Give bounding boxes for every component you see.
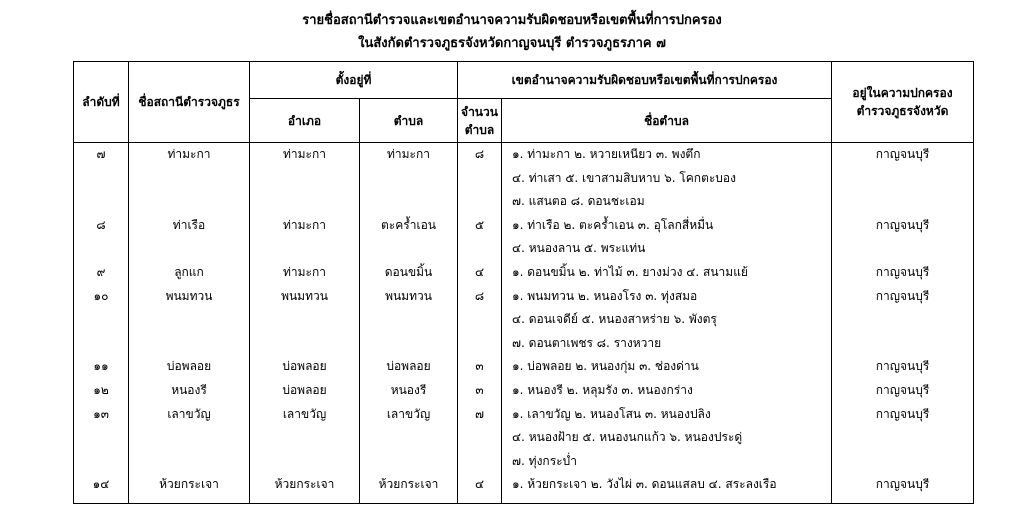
table-row — [74, 355, 974, 379]
cell-province: กาญจนบุรี — [832, 355, 974, 379]
table-row — [74, 426, 974, 450]
cell-subdistrict-line: ๔. หนองฝ้าย ๕. หนองนกแก้ว ๖. หนองประดู่ — [502, 426, 832, 450]
header-subdistrict-names: ชื่อตำบล — [502, 99, 832, 143]
table-row — [74, 473, 974, 504]
cell-count — [458, 237, 502, 261]
table-row — [74, 403, 974, 427]
header-no: ลำดับที่ — [74, 62, 129, 143]
cell-province — [832, 450, 974, 474]
table-header — [74, 62, 974, 143]
cell-district: เลาขวัญ — [250, 403, 360, 427]
cell-station: ท่ามะกา — [129, 143, 250, 167]
cell-subdistrict-line: ๔. ท่าเสา ๕. เขาสามสิบหาบ ๖. โคกตะบอง — [502, 167, 832, 191]
table-row — [74, 261, 974, 285]
cell-no — [74, 426, 129, 450]
document-subtitle: ในสังกัดตำรวจภูธรจังหวัดกาญจนบุรี ตำรวจภูธรภาค ๗ — [358, 36, 666, 51]
table-row — [74, 332, 974, 356]
cell-station: ลูกแก — [129, 261, 250, 285]
header-district: อำเภอ — [250, 99, 360, 143]
cell-subdistrict: บ่อพลอย — [360, 355, 458, 379]
cell-subdistrict-line: ๔. หนองลาน ๕. พระแท่น — [502, 237, 832, 261]
cell-district: บ่อพลอย — [250, 355, 360, 379]
cell-province — [832, 190, 974, 214]
cell-district — [250, 426, 360, 450]
cell-province — [832, 167, 974, 191]
cell-no: ๑๔ — [74, 473, 129, 504]
header-count-line1: จำนวน — [461, 104, 498, 119]
cell-subdistrict-line: ๑. ท่ามะกา ๒. หวายเหนียว ๓. พงตึก — [502, 143, 832, 167]
cell-subdistrict: ห้วยกระเจา — [360, 473, 458, 504]
cell-no — [74, 332, 129, 356]
cell-station — [129, 450, 250, 474]
cell-station — [129, 237, 250, 261]
cell-province — [832, 237, 974, 261]
table-row — [74, 214, 974, 238]
table-row — [74, 237, 974, 261]
cell-no: ๑๑ — [74, 355, 129, 379]
cell-subdistrict-line: ๗. แสนตอ ๘. ดอนชะเอม — [502, 190, 832, 214]
cell-province: กาญจนบุรี — [832, 285, 974, 309]
header-count-line2: ตำบล — [464, 122, 495, 137]
cell-no: ๗ — [74, 143, 129, 167]
table-row — [74, 285, 974, 309]
cell-subdistrict — [360, 450, 458, 474]
cell-no — [74, 237, 129, 261]
cell-no — [74, 167, 129, 191]
cell-province: กาญจนบุรี — [832, 143, 974, 167]
table-body — [74, 143, 974, 504]
document-title: รายชื่อสถานีตำรวจและเขตอำนาจความรับผิดชอบหรือเขตพื้นที่การปกครอง — [302, 13, 722, 28]
header-subdistrict: ตำบล — [360, 99, 458, 143]
cell-subdistrict-line: ๗. ดอนตาเพชร ๘. รางหวาย — [502, 332, 832, 356]
cell-province — [832, 308, 974, 332]
cell-count — [458, 190, 502, 214]
cell-subdistrict: ท่ามะกา — [360, 143, 458, 167]
cell-district: ห้วยกระเจา — [250, 473, 360, 504]
cell-district: ท่ามะกา — [250, 214, 360, 238]
table-row — [74, 379, 974, 403]
cell-subdistrict: หนองรี — [360, 379, 458, 403]
cell-count — [458, 450, 502, 474]
cell-no — [74, 450, 129, 474]
cell-station — [129, 190, 250, 214]
cell-subdistrict-line: ๑. ท่าเรือ ๒. ตะคร้ำเอน ๓. อุโลกสี่หมื่น — [502, 214, 832, 238]
cell-province: กาญจนบุรี — [832, 214, 974, 238]
header-province-line1: อยู่ในความปกครอง — [852, 86, 953, 100]
cell-subdistrict-line: ๑. พนมทวน ๒. หนองโรง ๓. ทุ่งสมอ — [502, 285, 832, 309]
cell-station: หนองรี — [129, 379, 250, 403]
cell-count: ๔ — [458, 261, 502, 285]
station-table — [73, 61, 974, 504]
cell-subdistrict — [360, 332, 458, 356]
cell-count: ๘ — [458, 143, 502, 167]
cell-subdistrict: ตะคร้ำเอน — [360, 214, 458, 238]
cell-district: พนมทวน — [250, 285, 360, 309]
cell-subdistrict-line: ๑. ห้วยกระเจา ๒. วังไผ่ ๓. ดอนแสลบ ๔. สระลงเรือ — [502, 473, 832, 504]
cell-count — [458, 167, 502, 191]
cell-station: เลาขวัญ — [129, 403, 250, 427]
cell-count: ๓ — [458, 379, 502, 403]
cell-district: ท่ามะกา — [250, 261, 360, 285]
cell-district: ท่ามะกา — [250, 143, 360, 167]
table-row — [74, 167, 974, 191]
cell-count — [458, 332, 502, 356]
header-jurisdiction: เขตอำนาจความรับผิดชอบหรือเขตพื้นที่การปกครอง — [458, 62, 832, 99]
cell-no: ๑๒ — [74, 379, 129, 403]
cell-district — [250, 167, 360, 191]
cell-subdistrict: ดอนขมิ้น — [360, 261, 458, 285]
cell-district: บ่อพลอย — [250, 379, 360, 403]
cell-station: พนมทวน — [129, 285, 250, 309]
cell-no — [74, 190, 129, 214]
cell-province: กาญจนบุรี — [832, 261, 974, 285]
cell-district — [250, 237, 360, 261]
table-row — [74, 190, 974, 214]
cell-subdistrict-line: ๑. ดอนขมิ้น ๒. ท่าไม้ ๓. ยางม่วง ๔. สนามแย้ — [502, 261, 832, 285]
cell-count — [458, 426, 502, 450]
cell-subdistrict — [360, 237, 458, 261]
cell-no — [74, 308, 129, 332]
cell-district — [250, 308, 360, 332]
cell-station: ท่าเรือ — [129, 214, 250, 238]
cell-station — [129, 167, 250, 191]
cell-subdistrict-line: ๑. บ่อพลอย ๒. หนองกุ่ม ๓. ช่องด่าน — [502, 355, 832, 379]
cell-no: ๙ — [74, 261, 129, 285]
cell-subdistrict — [360, 190, 458, 214]
cell-district — [250, 450, 360, 474]
table-row — [74, 143, 974, 167]
cell-subdistrict — [360, 426, 458, 450]
header-location: ตั้งอยู่ที่ — [250, 62, 458, 99]
cell-subdistrict — [360, 308, 458, 332]
cell-count — [458, 308, 502, 332]
table-row — [74, 308, 974, 332]
cell-station: บ่อพลอย — [129, 355, 250, 379]
cell-count: ๕ — [458, 214, 502, 238]
cell-province — [832, 426, 974, 450]
header-count — [458, 99, 502, 143]
cell-subdistrict: เลาขวัญ — [360, 403, 458, 427]
cell-district — [250, 190, 360, 214]
cell-station — [129, 308, 250, 332]
cell-station — [129, 426, 250, 450]
cell-station: ห้วยกระเจา — [129, 473, 250, 504]
header-province — [832, 62, 974, 143]
cell-province: กาญจนบุรี — [832, 379, 974, 403]
cell-province: กาญจนบุรี — [832, 473, 974, 504]
cell-no: ๑๓ — [74, 403, 129, 427]
cell-province: กาญจนบุรี — [832, 403, 974, 427]
cell-count: ๔ — [458, 473, 502, 504]
cell-subdistrict-line: ๑. หนองรี ๒. หลุมรัง ๓. หนองกร่าง — [502, 379, 832, 403]
cell-province — [832, 332, 974, 356]
cell-district — [250, 332, 360, 356]
cell-count: ๗ — [458, 403, 502, 427]
cell-subdistrict: พนมทวน — [360, 285, 458, 309]
cell-station — [129, 332, 250, 356]
header-province-line2: ตำรวจภูธรจังหวัด — [856, 104, 949, 118]
cell-subdistrict-line: ๗. ทุ่งกระบ่ำ — [502, 450, 832, 474]
cell-count: ๓ — [458, 355, 502, 379]
cell-no: ๑๐ — [74, 285, 129, 309]
cell-no: ๘ — [74, 214, 129, 238]
cell-count: ๘ — [458, 285, 502, 309]
header-station: ชื่อสถานีตำรวจภูธร — [129, 62, 250, 143]
cell-subdistrict-line: ๑. เลาขวัญ ๒. หนองโสน ๓. หนองปลิง — [502, 403, 832, 427]
cell-subdistrict-line: ๔. ดอนเจดีย์ ๕. หนองสาหร่าย ๖. พังตรุ — [502, 308, 832, 332]
table-row — [74, 450, 974, 474]
cell-subdistrict — [360, 167, 458, 191]
